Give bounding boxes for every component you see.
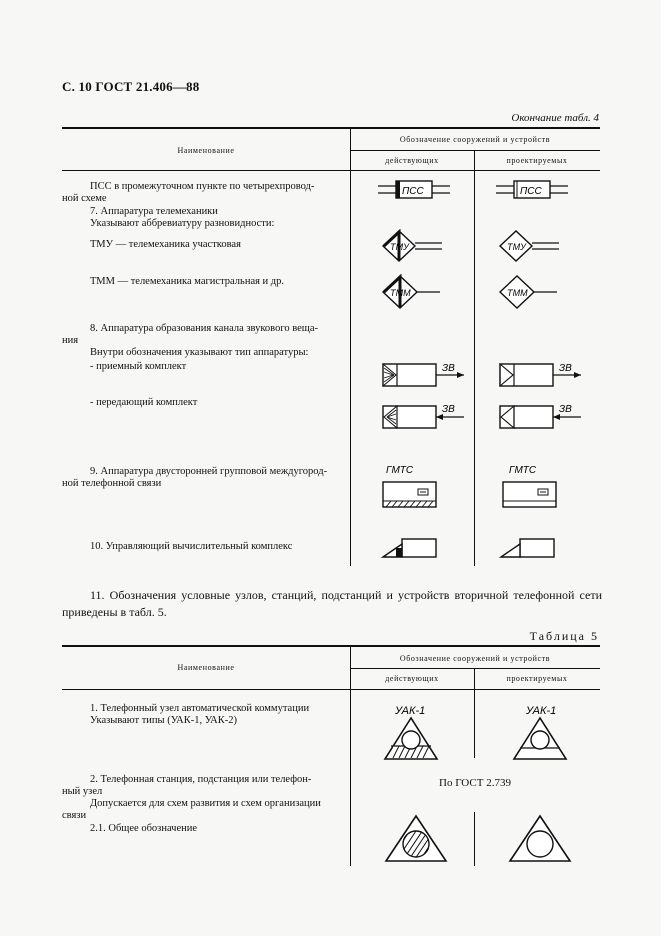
row-text-line: Допускается для схем развития и схем организации: [90, 798, 321, 809]
pss-label: ПСС: [520, 186, 542, 197]
row-text-line: 7. Аппаратура телемеханики: [90, 206, 218, 217]
column-header-projected: проектируемых: [506, 674, 568, 683]
column-header-existing: действующих: [385, 674, 439, 683]
uak-symbol-projected: [502, 700, 582, 762]
column-header-designation: Обозначение сооружений и устройств: [399, 654, 551, 663]
tmm-label: ТММ: [390, 288, 411, 298]
row-text-line: ной схеме: [62, 193, 107, 204]
row-telephone-station: [62, 774, 340, 822]
row-computer-complex: 10. Управляющий вычислительный комплекс: [90, 541, 293, 552]
row-text-line: ния: [62, 335, 79, 346]
page-header: С. 10 ГОСТ 21.406—88: [62, 79, 200, 94]
column-header-name: Наименование: [177, 663, 235, 672]
receiving-set-symbol-projected: [497, 360, 587, 392]
row-pss: [62, 181, 340, 205]
column-header-designation: Обозначение сооружений и устройств: [399, 135, 551, 144]
row-general-designation: 2.1. Общее обозначение: [90, 823, 198, 834]
row-text-line: 8. Аппаратура образования канала звукового веща-: [90, 323, 319, 334]
row-telemechanics: [90, 206, 340, 230]
audio-label: ЗВ: [442, 363, 455, 374]
row-text-line: ПСС в промежуточном пункте по четырехпровод-: [90, 181, 315, 192]
row-text-line: 2. Телефонная станция, подстанция или телефон-: [90, 774, 312, 785]
gmts-symbol-projected: [500, 462, 570, 512]
row-text-line: Указывают аббревиатуру разновидности:: [90, 218, 275, 229]
header-subrule: [350, 150, 600, 151]
uak-label: УАК-1: [395, 705, 426, 717]
paragraph-11: 11. Обозначения условные узлов, станций, подстанций и устройств вторичной телефонной сети приведены в табл. 5.: [62, 588, 602, 619]
header-bottom-rule: [62, 170, 600, 171]
pss-symbol-existing: [378, 178, 468, 202]
row-text-line: 9. Аппаратура двусторонней групповой междугород-: [90, 466, 328, 477]
row-text-line: Внутри обозначения указывают тип аппаратуры:: [90, 347, 309, 358]
computer-complex-symbol-existing: [378, 536, 448, 562]
row-text-line: ный узел: [62, 786, 103, 797]
column-divider: [474, 812, 475, 866]
audio-label: ЗВ: [442, 404, 455, 415]
audio-label: ЗВ: [559, 363, 572, 374]
column-header-name: Наименование: [177, 146, 235, 155]
transmitting-set-symbol-existing: [380, 400, 470, 434]
column-header-projected: проектируемых: [506, 156, 568, 165]
tmu-symbol-existing: [380, 229, 450, 265]
column-divider: [350, 128, 351, 566]
row-gmts: [62, 466, 340, 490]
tmm-symbol-existing: [380, 274, 450, 310]
row-tmm: ТММ — телемеханика магистральная и др.: [90, 276, 285, 287]
header-subrule: [350, 668, 600, 669]
gmts-label: ГМТС: [509, 465, 537, 476]
row-text-line: связи: [62, 810, 87, 821]
gmts-label: ГМТС: [386, 465, 414, 476]
tmu-label: ТМУ: [507, 242, 526, 252]
row-receiving-set: - приемный комплект: [90, 361, 187, 372]
row-transmitting-set: - передающий комплект: [90, 397, 198, 408]
header-bottom-rule: [62, 689, 600, 690]
table-5-label: Таблица 5: [529, 629, 599, 643]
table-top-rule: [62, 645, 600, 647]
tmu-label: ТМУ: [390, 242, 409, 252]
column-divider: [474, 150, 475, 566]
column-header-existing: действующих: [385, 156, 439, 165]
table-top-rule: [62, 127, 600, 129]
row-text-line: Указывают типы (УАК-1, УАК-2): [90, 715, 237, 726]
tmu-symbol-projected: [497, 229, 567, 265]
computer-complex-symbol-projected: [496, 536, 566, 562]
row-text-line: ной телефонной связи: [62, 478, 162, 489]
row-uak: [90, 703, 350, 727]
station-symbol-projected: [504, 814, 574, 864]
uak-symbol-existing: [375, 700, 455, 762]
gost-reference: По ГОСТ 2.739: [439, 777, 511, 789]
row-tmu: ТМУ — телемеханика участковая: [90, 239, 241, 250]
station-symbol-existing: [380, 814, 450, 864]
gmts-symbol-existing: [380, 462, 450, 512]
table-continuation-label: Окончание табл. 4: [511, 112, 599, 124]
tmm-label: ТММ: [507, 288, 528, 298]
tmm-symbol-projected: [497, 274, 567, 310]
row-text-line: 1. Телефонный узел автоматической коммутации: [90, 703, 310, 714]
pss-label: ПСС: [402, 186, 424, 197]
pss-symbol-projected: [496, 178, 586, 202]
transmitting-set-symbol-projected: [497, 400, 587, 434]
uak-label: УАК-1: [526, 705, 557, 717]
receiving-set-symbol-existing: [380, 360, 470, 392]
row-audio-channel: [62, 323, 340, 359]
audio-label: ЗВ: [559, 404, 572, 415]
